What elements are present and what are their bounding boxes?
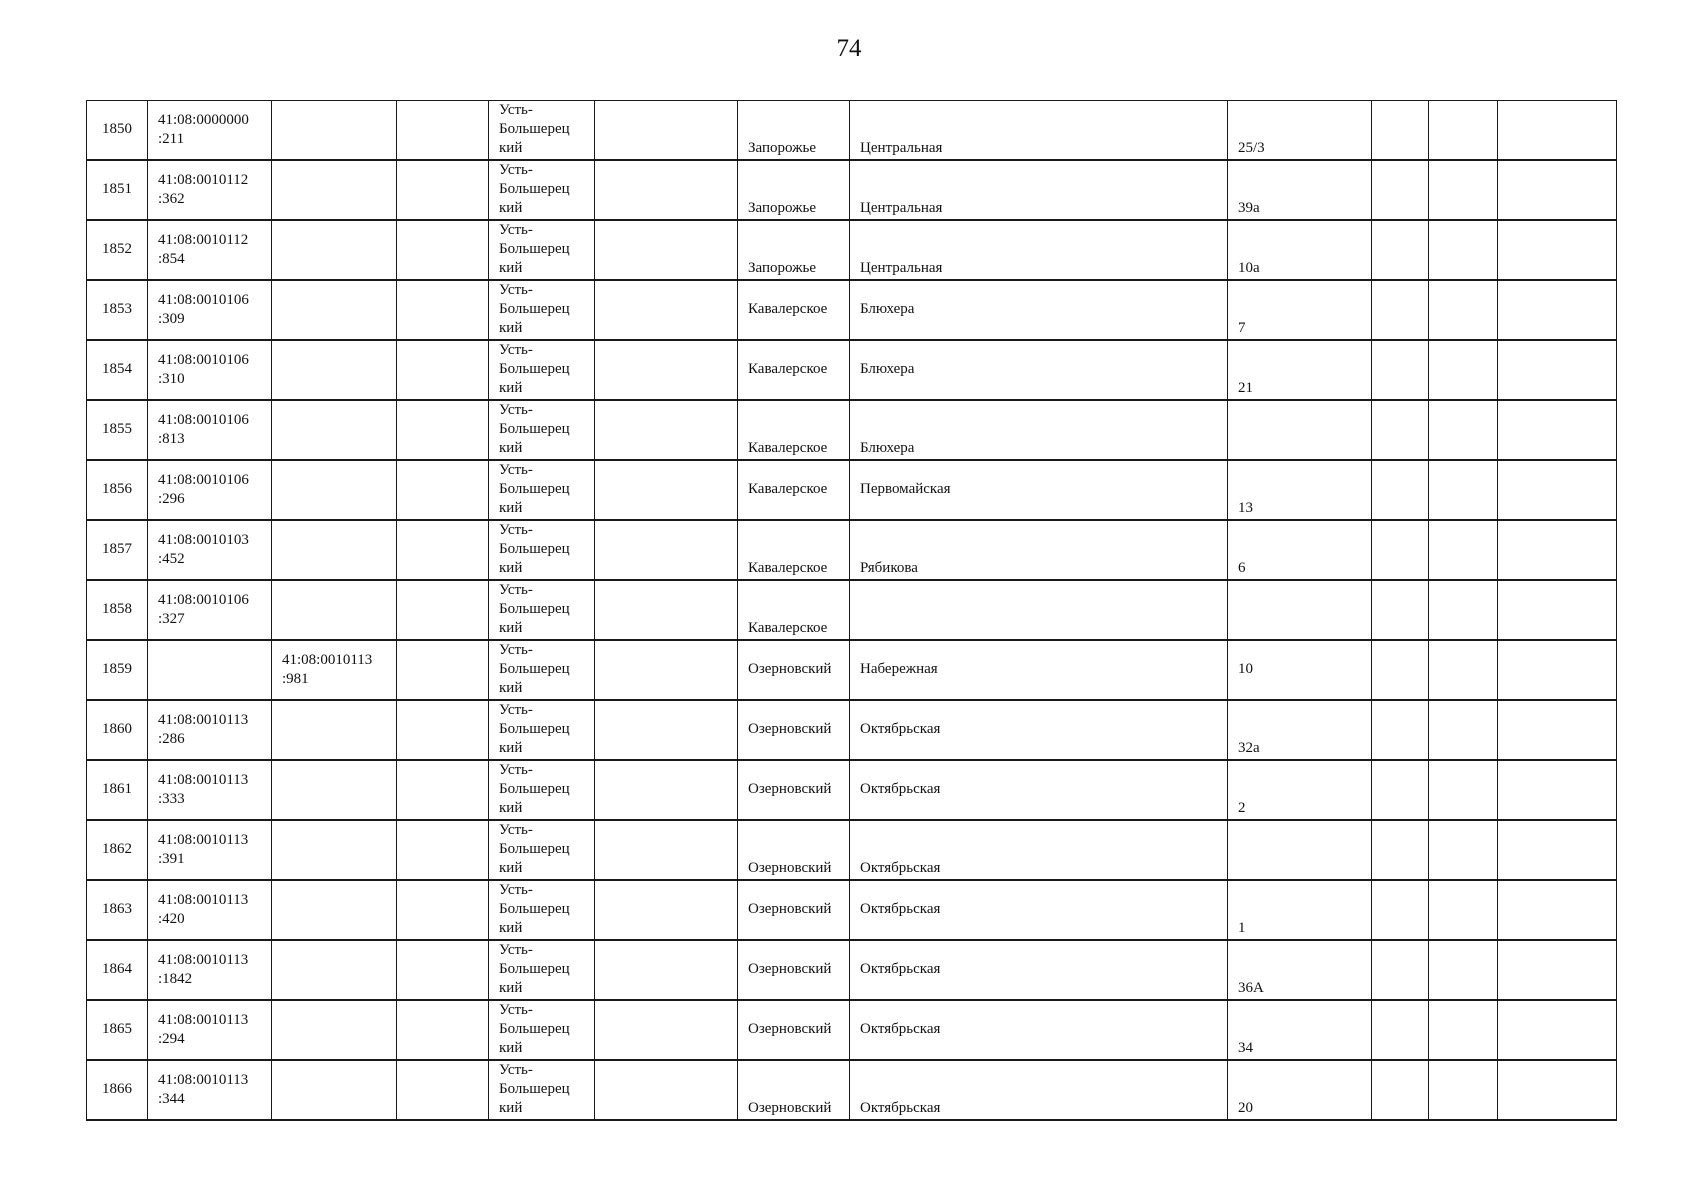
table-row — [87, 940, 1617, 1000]
empty-cell — [595, 280, 738, 340]
empty-cell — [1498, 1000, 1617, 1060]
empty-cell — [595, 101, 738, 161]
empty-cell — [1498, 101, 1617, 161]
empty-cell — [1372, 1060, 1429, 1120]
district-cell: Усть- Большерец кий — [489, 700, 595, 760]
empty-cell — [1429, 1060, 1498, 1120]
cadastral-number-alt-cell — [272, 220, 397, 280]
cadastral-number-alt-cell — [272, 400, 397, 460]
house-number-cell: 7 — [1228, 280, 1372, 340]
empty-cell — [1372, 640, 1429, 700]
district-cell: Усть- Большерец кий — [489, 820, 595, 880]
cadastral-number-alt-cell — [272, 880, 397, 940]
empty-cell — [1498, 460, 1617, 520]
empty-cell — [595, 1000, 738, 1060]
cadastral-number-alt-cell — [272, 940, 397, 1000]
empty-cell — [1429, 400, 1498, 460]
empty-cell — [1498, 640, 1617, 700]
empty-cell — [1372, 760, 1429, 820]
empty-cell — [1372, 700, 1429, 760]
cadastral-number-cell: 41:08:0010106 :327 — [148, 580, 272, 640]
cadastral-number-alt-cell — [272, 101, 397, 161]
table-row — [87, 160, 1617, 220]
empty-cell — [397, 400, 489, 460]
house-number-cell — [1228, 820, 1372, 880]
table-row — [87, 820, 1617, 880]
district-cell: Усть- Большерец кий — [489, 460, 595, 520]
cadastral-number-cell: 41:08:0010112 :362 — [148, 160, 272, 220]
empty-cell — [595, 340, 738, 400]
settlement-cell: Озерновский — [738, 1060, 850, 1120]
empty-cell — [1498, 400, 1617, 460]
house-number-cell: 25/3 — [1228, 101, 1372, 161]
empty-cell — [397, 1060, 489, 1120]
cadastral-number-alt-cell — [272, 160, 397, 220]
cadastral-number-cell: 41:08:0010113 :1842 — [148, 940, 272, 1000]
empty-cell — [1498, 220, 1617, 280]
empty-cell — [1498, 700, 1617, 760]
empty-cell — [1429, 880, 1498, 940]
empty-cell — [397, 1000, 489, 1060]
table-row — [87, 1060, 1617, 1120]
empty-cell — [397, 700, 489, 760]
cadastral-number-cell — [148, 640, 272, 700]
row-number: 1854 — [87, 340, 148, 400]
empty-cell — [595, 880, 738, 940]
empty-cell — [595, 760, 738, 820]
row-number: 1865 — [87, 1000, 148, 1060]
row-number: 1866 — [87, 1060, 148, 1120]
cadastral-number-cell: 41:08:0010113 :333 — [148, 760, 272, 820]
settlement-cell: Кавалерское — [738, 580, 850, 640]
row-number: 1859 — [87, 640, 148, 700]
empty-cell — [1372, 460, 1429, 520]
settlement-cell: Озерновский — [738, 640, 850, 700]
empty-cell — [397, 160, 489, 220]
empty-cell — [1429, 820, 1498, 880]
empty-cell — [1429, 220, 1498, 280]
house-number-cell: 36А — [1228, 940, 1372, 1000]
settlement-cell: Кавалерское — [738, 280, 850, 340]
street-cell: Центральная — [850, 101, 1228, 161]
empty-cell — [1429, 160, 1498, 220]
settlement-cell: Озерновский — [738, 880, 850, 940]
district-cell: Усть- Большерец кий — [489, 760, 595, 820]
district-cell: Усть- Большерец кий — [489, 520, 595, 580]
house-number-cell: 20 — [1228, 1060, 1372, 1120]
street-cell: Октябрьская — [850, 700, 1228, 760]
row-number: 1860 — [87, 700, 148, 760]
house-number-cell — [1228, 400, 1372, 460]
settlement-cell: Кавалерское — [738, 520, 850, 580]
empty-cell — [1429, 640, 1498, 700]
cadastral-number-cell: 41:08:0010113 :344 — [148, 1060, 272, 1120]
row-number: 1852 — [87, 220, 148, 280]
district-cell: Усть- Большерец кий — [489, 580, 595, 640]
cadastral-number-cell: 41:08:0010113 :286 — [148, 700, 272, 760]
settlement-cell: Озерновский — [738, 700, 850, 760]
empty-cell — [397, 220, 489, 280]
table-row — [87, 1000, 1617, 1060]
district-cell: Усть- Большерец кий — [489, 280, 595, 340]
empty-cell — [1498, 820, 1617, 880]
row-number: 1856 — [87, 460, 148, 520]
row-number: 1858 — [87, 580, 148, 640]
empty-cell — [397, 880, 489, 940]
settlement-cell: Озерновский — [738, 760, 850, 820]
cadastral-number-cell: 41:08:0010113 :294 — [148, 1000, 272, 1060]
empty-cell — [595, 940, 738, 1000]
row-number: 1864 — [87, 940, 148, 1000]
row-number: 1855 — [87, 400, 148, 460]
district-cell: Усть- Большерец кий — [489, 1000, 595, 1060]
row-number: 1857 — [87, 520, 148, 580]
row-number: 1863 — [87, 880, 148, 940]
street-cell: Октябрьская — [850, 1000, 1228, 1060]
row-number: 1850 — [87, 101, 148, 161]
district-cell: Усть- Большерец кий — [489, 160, 595, 220]
row-number: 1853 — [87, 280, 148, 340]
street-cell: Блюхера — [850, 400, 1228, 460]
house-number-cell: 39а — [1228, 160, 1372, 220]
table-row — [87, 460, 1617, 520]
cadastral-number-alt-cell — [272, 280, 397, 340]
street-cell: Рябикова — [850, 520, 1228, 580]
page-number: 74 — [836, 35, 862, 62]
house-number-cell: 6 — [1228, 520, 1372, 580]
empty-cell — [397, 760, 489, 820]
street-cell: Центральная — [850, 160, 1228, 220]
cadastral-number-cell: 41:08:0010106 :296 — [148, 460, 272, 520]
cadastral-number-cell: 41:08:0010113 :420 — [148, 880, 272, 940]
table-row — [87, 760, 1617, 820]
empty-cell — [1372, 580, 1429, 640]
empty-cell — [1498, 880, 1617, 940]
street-cell: Набережная — [850, 640, 1228, 700]
empty-cell — [1429, 700, 1498, 760]
empty-cell — [1429, 340, 1498, 400]
empty-cell — [1372, 340, 1429, 400]
empty-cell — [1429, 580, 1498, 640]
empty-cell — [595, 820, 738, 880]
empty-cell — [595, 580, 738, 640]
empty-cell — [1498, 940, 1617, 1000]
house-number-cell: 1 — [1228, 880, 1372, 940]
district-cell: Усть- Большерец кий — [489, 880, 595, 940]
table-row — [87, 580, 1617, 640]
cadastral-number-alt-cell — [272, 460, 397, 520]
district-cell: Усть- Большерец кий — [489, 220, 595, 280]
empty-cell — [595, 220, 738, 280]
empty-cell — [397, 101, 489, 161]
district-cell: Усть- Большерец кий — [489, 340, 595, 400]
house-number-cell: 13 — [1228, 460, 1372, 520]
street-cell: Октябрьская — [850, 760, 1228, 820]
cadastral-number-cell: 41:08:0010103 :452 — [148, 520, 272, 580]
empty-cell — [1498, 760, 1617, 820]
table-row — [87, 280, 1617, 340]
house-number-cell: 10 — [1228, 640, 1372, 700]
street-cell: Центральная — [850, 220, 1228, 280]
empty-cell — [1372, 280, 1429, 340]
cadastral-number-cell: 41:08:0010112 :854 — [148, 220, 272, 280]
house-number-cell: 34 — [1228, 1000, 1372, 1060]
empty-cell — [595, 400, 738, 460]
cadastral-number-alt-cell — [272, 760, 397, 820]
cadastral-number-cell: 41:08:0010113 :391 — [148, 820, 272, 880]
street-cell: Октябрьская — [850, 820, 1228, 880]
row-number: 1862 — [87, 820, 148, 880]
street-cell: Октябрьская — [850, 940, 1228, 1000]
empty-cell — [1372, 940, 1429, 1000]
district-cell: Усть- Большерец кий — [489, 1060, 595, 1120]
empty-cell — [595, 460, 738, 520]
house-number-cell — [1228, 580, 1372, 640]
empty-cell — [1498, 340, 1617, 400]
row-number: 1851 — [87, 160, 148, 220]
empty-cell — [1429, 460, 1498, 520]
empty-cell — [1372, 160, 1429, 220]
table-row — [87, 400, 1617, 460]
cadastral-number-cell: 41:08:0000000 :211 — [148, 101, 272, 161]
empty-cell — [595, 520, 738, 580]
table-row — [87, 220, 1617, 280]
settlement-cell: Кавалерское — [738, 400, 850, 460]
empty-cell — [595, 1060, 738, 1120]
street-cell: Первомайская — [850, 460, 1228, 520]
empty-cell — [595, 160, 738, 220]
empty-cell — [1429, 280, 1498, 340]
empty-cell — [1429, 1000, 1498, 1060]
settlement-cell: Запорожье — [738, 160, 850, 220]
cadastral-number-cell: 41:08:0010106 :310 — [148, 340, 272, 400]
settlement-cell: Запорожье — [738, 220, 850, 280]
settlement-cell: Запорожье — [738, 101, 850, 161]
street-cell: Блюхера — [850, 280, 1228, 340]
empty-cell — [595, 640, 738, 700]
empty-cell — [595, 700, 738, 760]
settlement-cell: Кавалерское — [738, 460, 850, 520]
empty-cell — [1372, 520, 1429, 580]
district-cell: Усть- Большерец кий — [489, 940, 595, 1000]
street-cell: Октябрьская — [850, 1060, 1228, 1120]
district-cell: Усть- Большерец кий — [489, 101, 595, 161]
empty-cell — [1429, 760, 1498, 820]
house-number-cell: 32а — [1228, 700, 1372, 760]
row-number: 1861 — [87, 760, 148, 820]
cadastral-number-alt-cell — [272, 820, 397, 880]
table-row — [87, 101, 1617, 161]
table-row — [87, 700, 1617, 760]
cadastral-number-alt-cell — [272, 1060, 397, 1120]
empty-cell — [397, 340, 489, 400]
empty-cell — [397, 640, 489, 700]
empty-cell — [1498, 1060, 1617, 1120]
empty-cell — [1429, 940, 1498, 1000]
house-number-cell: 10а — [1228, 220, 1372, 280]
house-number-cell: 21 — [1228, 340, 1372, 400]
table-row — [87, 520, 1617, 580]
empty-cell — [397, 280, 489, 340]
empty-cell — [397, 580, 489, 640]
cadastral-number-alt-cell — [272, 580, 397, 640]
empty-cell — [1372, 1000, 1429, 1060]
district-cell: Усть- Большерец кий — [489, 640, 595, 700]
street-cell — [850, 580, 1228, 640]
cadastral-number-alt-cell — [272, 520, 397, 580]
empty-cell — [397, 460, 489, 520]
empty-cell — [397, 520, 489, 580]
cadastral-number-cell: 41:08:0010106 :309 — [148, 280, 272, 340]
settlement-cell: Кавалерское — [738, 340, 850, 400]
empty-cell — [1498, 520, 1617, 580]
settlement-cell: Озерновский — [738, 820, 850, 880]
empty-cell — [1372, 220, 1429, 280]
district-cell: Усть- Большерец кий — [489, 400, 595, 460]
empty-cell — [1429, 101, 1498, 161]
table-row — [87, 880, 1617, 940]
cadastral-number-alt-cell: 41:08:0010113 :981 — [272, 640, 397, 700]
cadastral-number-cell: 41:08:0010106 :813 — [148, 400, 272, 460]
empty-cell — [1372, 880, 1429, 940]
table-row — [87, 340, 1617, 400]
house-number-cell: 2 — [1228, 760, 1372, 820]
street-cell: Блюхера — [850, 340, 1228, 400]
empty-cell — [1498, 580, 1617, 640]
empty-cell — [1498, 280, 1617, 340]
address-register-table — [86, 100, 1617, 1121]
empty-cell — [397, 940, 489, 1000]
empty-cell — [1429, 520, 1498, 580]
empty-cell — [1372, 400, 1429, 460]
street-cell: Октябрьская — [850, 880, 1228, 940]
settlement-cell: Озерновский — [738, 1000, 850, 1060]
empty-cell — [1498, 160, 1617, 220]
cadastral-number-alt-cell — [272, 1000, 397, 1060]
empty-cell — [1372, 101, 1429, 161]
cadastral-number-alt-cell — [272, 700, 397, 760]
empty-cell — [397, 820, 489, 880]
empty-cell — [1372, 820, 1429, 880]
table-row — [87, 640, 1617, 700]
settlement-cell: Озерновский — [738, 940, 850, 1000]
cadastral-number-alt-cell — [272, 340, 397, 400]
